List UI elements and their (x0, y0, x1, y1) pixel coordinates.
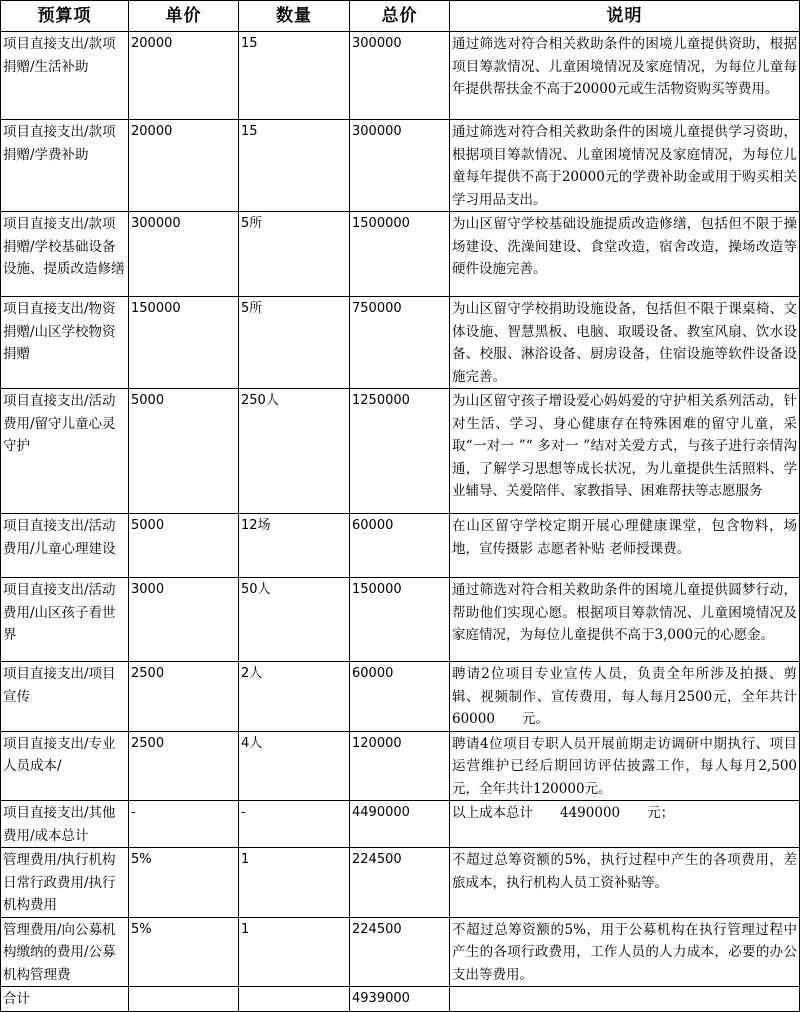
description-cell: 不超过总筹资额的5%，用于公募机构在执行管理过程中产生的各项行政费用，工作人员的人力成本，必要的办公支出等费用。 (450, 917, 800, 987)
total-cell: 60000 (350, 514, 450, 578)
total-cell: 750000 (350, 297, 450, 389)
item-cell: 管理费用/执行机构日常行政费用/执行机构费用 (1, 848, 129, 918)
table-row (1, 389, 800, 514)
unit-price-cell: 2500 (129, 662, 239, 732)
header-description: 说明 (450, 1, 800, 32)
table-row (1, 848, 800, 918)
quantity-cell: 12场 (239, 514, 350, 578)
quantity-cell: 250人 (239, 389, 350, 514)
total-cell: 1250000 (350, 389, 450, 514)
quantity-cell: 5所 (239, 297, 350, 389)
description-cell: 通过筛选对符合相关救助条件的困境儿童提供圆梦行动，帮助他们实现心愿。根据项目筹款情况、儿童困境情况及家庭情况，为每位儿童提供不高于3,000元的心愿金。 (450, 578, 800, 662)
empty-cell (129, 987, 239, 1012)
total-row (1, 987, 800, 1012)
quantity-cell: 50人 (239, 578, 350, 662)
table-row (1, 32, 800, 120)
unit-price-cell: 20000 (129, 120, 239, 212)
quantity-cell: 2人 (239, 662, 350, 732)
quantity-cell: 4人 (239, 731, 350, 801)
description-cell: 通过筛选对符合相关救助条件的困境儿童提供资助，根据项目筹款情况、儿童困境情况及家庭情况，为每位儿童每年提供帮扶金不高于20000元或生活物资购买等费用。 (450, 32, 800, 120)
table-row (1, 212, 800, 297)
item-cell: 项目直接支出/款项捐赠/学费补助 (1, 120, 129, 212)
table-row (1, 801, 800, 848)
total-cell: 224500 (350, 848, 450, 918)
unit-price-cell: 150000 (129, 297, 239, 389)
total-cell: 224500 (350, 917, 450, 987)
table-row (1, 514, 800, 578)
table-row (1, 917, 800, 987)
unit-price-cell: 5000 (129, 514, 239, 578)
item-cell: 项目直接支出/专业人员成本/ (1, 731, 129, 801)
quantity-cell: 15 (239, 32, 350, 120)
unit-price-cell: - (129, 801, 239, 848)
description-cell: 为山区留守孩子增设爱心妈妈爱的守护相关系列活动，针对生活、学习、身心健康存在特殊困难的留守儿童，采取“一对一 ”“ 多对一 ”结对关爱方式，与孩子进行亲情沟通，了解学习思想等成长状况，为儿童提供生活照料、学业辅导、关爱陪伴、家教指导、困难帮扶等志愿服务 (450, 389, 800, 514)
header-item: 预算项 (1, 1, 129, 32)
total-cell: 60000 (350, 662, 450, 732)
total-label-cell: 合计 (1, 987, 129, 1012)
total-cell: 1500000 (350, 212, 450, 297)
unit-price-cell: 20000 (129, 32, 239, 120)
table-row (1, 120, 800, 212)
header-unit-price: 单价 (129, 1, 239, 32)
description-cell: 聘请2位项目专业宣传人员，负责全年所涉及拍摄、剪辑、视频制作、宣传费用，每人每月2500元，全年共计 60000 元。 (450, 662, 800, 732)
description-cell: 聘请4位项目专职人员开展前期走访调研中期执行、项目运营维护已经后期回访评估披露工作，每人每月2,500元，全年共计120000元。 (450, 731, 800, 801)
table-row (1, 731, 800, 801)
unit-price-cell: 3000 (129, 578, 239, 662)
header-quantity: 数量 (239, 1, 350, 32)
description-cell: 不超过总筹资额的5%，执行过程中产生的各项费用，差旅成本，执行机构人员工资补贴等。 (450, 848, 800, 918)
table-row (1, 297, 800, 389)
quantity-cell: 1 (239, 848, 350, 918)
description-cell: 为山区留守学校基础设施提质改造修缮，包括但不限于操场建设、洗澡间建设、食堂改造，宿舍改造，操场改造等硬件设施完善。 (450, 212, 800, 297)
quantity-cell: 5所 (239, 212, 350, 297)
item-cell: 项目直接支出/物资捐赠/山区学校物资捐赠 (1, 297, 129, 389)
total-cell: 120000 (350, 731, 450, 801)
unit-price-cell: 5000 (129, 389, 239, 514)
total-cell: 150000 (350, 578, 450, 662)
item-cell: 项目直接支出/其他费用/成本总计 (1, 801, 129, 848)
header-total: 总价 (350, 1, 450, 32)
description-cell: 在山区留守学校定期开展心理健康课堂，包含物料，场地，宣传摄影 志愿者补贴 老师授课费。 (450, 514, 800, 578)
empty-cell (239, 987, 350, 1012)
total-cell: 300000 (350, 32, 450, 120)
description-cell: 通过筛选对符合相关救助条件的困境儿童提供学习资助，根据项目筹款情况、儿童困境情况及家庭情况，为每位儿童每年提供不高于20000元的学费补助金或用于购买相关学习用品支出。 (450, 120, 800, 212)
unit-price-cell: 300000 (129, 212, 239, 297)
total-cell: 300000 (350, 120, 450, 212)
item-cell: 项目直接支出/款项捐赠/学校基础设备设施、提质改造修缮 (1, 212, 129, 297)
unit-price-cell: 5% (129, 917, 239, 987)
item-cell: 管理费用/向公募机构缴纳的费用/公募机构管理费 (1, 917, 129, 987)
description-cell: 以上成本总计 4490000 元； (450, 801, 800, 848)
item-cell: 项目直接支出/活动费用/儿童心理建设 (1, 514, 129, 578)
unit-price-cell: 2500 (129, 731, 239, 801)
item-cell: 项目直接支出/活动费用/留守儿童心灵守护 (1, 389, 129, 514)
header-row (1, 1, 800, 32)
quantity-cell: 1 (239, 917, 350, 987)
item-cell: 项目直接支出/款项捐赠/生活补助 (1, 32, 129, 120)
unit-price-cell: 5% (129, 848, 239, 918)
grand-total-cell: 4939000 (350, 987, 450, 1012)
table-row (1, 578, 800, 662)
description-cell: 为山区留守学校捐助设施设备，包括但不限于课桌椅、文体设施、智慧黑板、电脑、取暖设备、教室风扇、饮水设备、校服、淋浴设备、厨房设备，住宿设施等软件设备设施完善。 (450, 297, 800, 389)
item-cell: 项目直接支出/项目宣传 (1, 662, 129, 732)
table-row (1, 662, 800, 732)
empty-cell (450, 987, 800, 1012)
item-cell: 项目直接支出/活动费用/山区孩子看世界 (1, 578, 129, 662)
quantity-cell: 15 (239, 120, 350, 212)
total-cell: 4490000 (350, 801, 450, 848)
quantity-cell: - (239, 801, 350, 848)
